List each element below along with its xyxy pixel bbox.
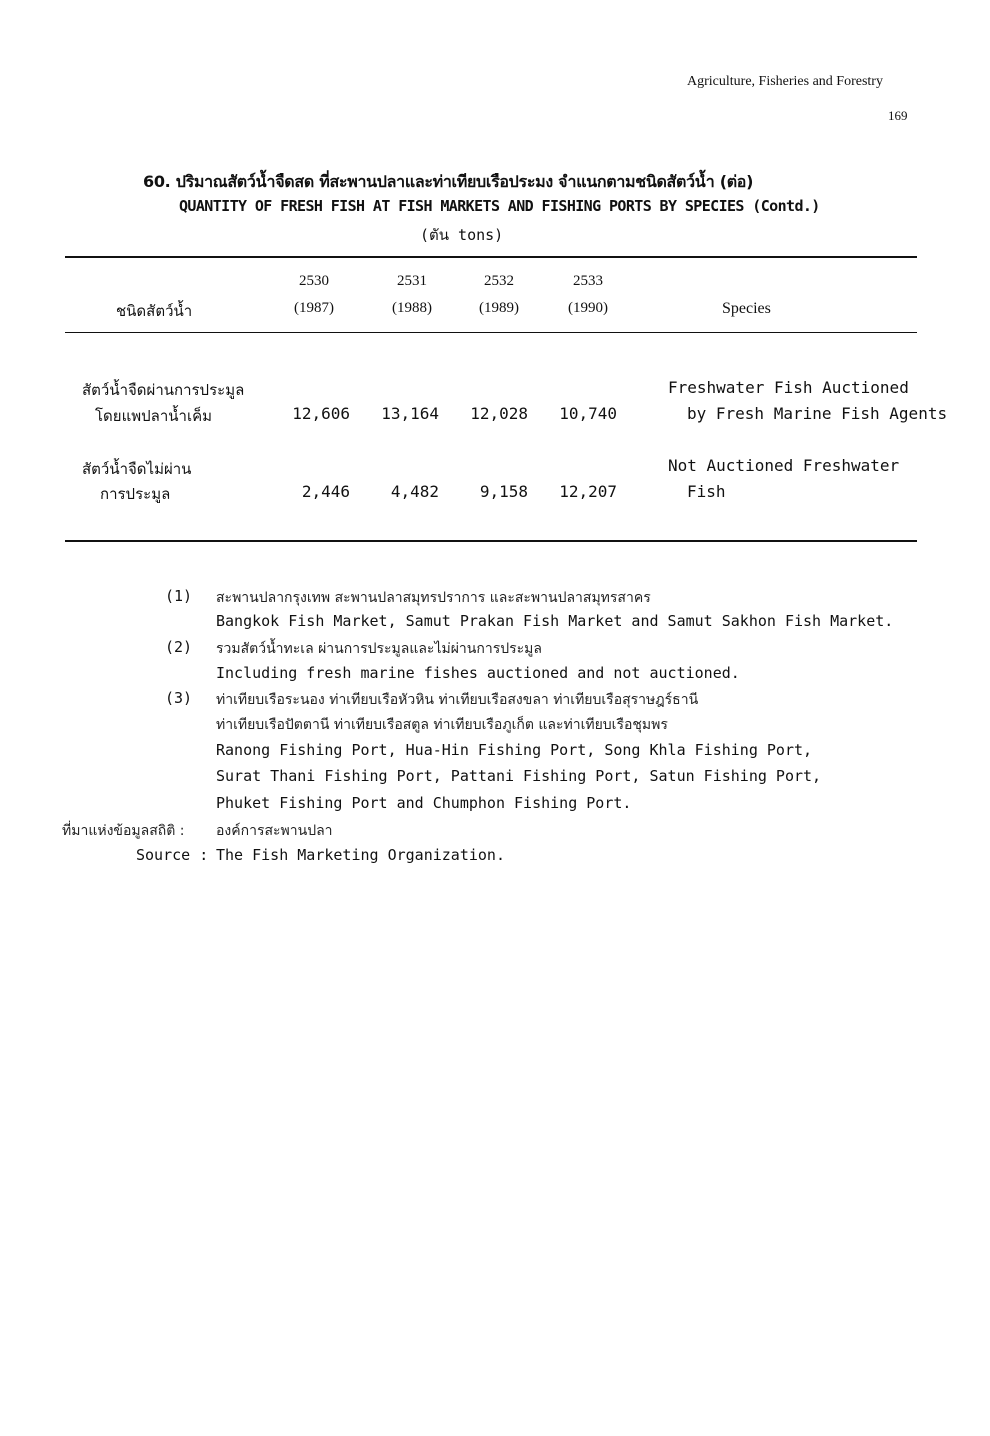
table-bottom-rule (65, 540, 917, 542)
year-ad-1990: (1990) (568, 300, 608, 316)
year-be-2530: 2530 (299, 273, 329, 289)
row-1-english-line-2: by Fresh Marine Fish Agents (687, 404, 948, 423)
running-header: Agriculture, Fisheries and Forestry (687, 74, 883, 89)
year-ad-1987: (1987) (294, 300, 334, 316)
note-3-number: (3) (165, 689, 193, 707)
row-2-english-line-2: Fish (687, 482, 726, 501)
source-thai-label: ที่มาแห่งข้อมูลสถิติ : (62, 823, 185, 839)
note-3-thai-line-2: ท่าเทียบเรือปัตตานี ท่าเทียบเรือสตูล ท่าเทียบเรือภูเก็ต และท่าเทียบเรือชุมพร (216, 717, 668, 733)
row-2-value-1990: 12,207 (559, 482, 617, 501)
note-1-thai: สะพานปลากรุงเทพ สะพานปลาสมุทรปราการ และสะพานปลาสมุทรสาคร (216, 590, 651, 606)
row-1-value-1988: 13,164 (381, 404, 439, 423)
column-header-species-thai: ชนิดสัตว์น้ำ (116, 302, 193, 320)
row-1-english-line-1: Freshwater Fish Auctioned (668, 378, 909, 397)
row-1-thai-line-2: โดยแพปลาน้ำเค็ม (95, 407, 213, 425)
year-be-2533: 2533 (573, 273, 603, 289)
row-1-value-1990: 10,740 (559, 404, 617, 423)
note-1-number: (1) (165, 587, 193, 605)
table-title-thai: 60. ปริมาณสัตว์น้ำจืดสด ที่สะพานปลาและท่าเทียบเรือประมง จำแนกตามชนิดสัตว์น้ำ (ต่อ) (143, 172, 754, 191)
row-2-thai-line-1: สัตว์น้ำจืดไม่ผ่าน (82, 460, 192, 478)
note-3-thai-line-1: ท่าเทียบเรือระนอง ท่าเทียบเรือหัวหิน ท่าเทียบเรือสงขลา ท่าเทียบเรือสุราษฎร์ธานี (216, 692, 699, 708)
source-english-value: The Fish Marketing Organization. (216, 846, 505, 864)
row-2-english-line-1: Not Auctioned Freshwater (668, 456, 900, 475)
note-3-english-line-2: Surat Thani Fishing Port, Pattani Fishing Port, Satun Fishing Port, (216, 767, 822, 785)
row-1-value-1987: 12,606 (292, 404, 350, 423)
row-2-thai-line-2: การประมูล (100, 485, 171, 503)
note-2-thai: รวมสัตว์น้ำทะเล ผ่านการประมูลและไม่ผ่านการประมูล (216, 641, 542, 657)
row-2-value-1988: 4,482 (390, 482, 439, 501)
table-header-rule (65, 332, 917, 333)
table-top-rule (65, 256, 917, 258)
note-3-english-line-3: Phuket Fishing Port and Chumphon Fishing Port. (216, 794, 632, 812)
unit-label: (ตัน tons) (420, 226, 504, 244)
year-be-2532: 2532 (484, 273, 514, 289)
table-title-english: QUANTITY OF FRESH FISH AT FISH MARKETS AND FISHING PORTS BY SPECIES (Contd.) (179, 197, 820, 215)
year-be-2531: 2531 (397, 273, 427, 289)
year-ad-1988: (1988) (392, 300, 432, 316)
row-1-value-1989: 12,028 (470, 404, 528, 423)
source-thai-value: องค์การสะพานปลา (216, 823, 333, 839)
row-1-thai-line-1: สัตว์น้ำจืดผ่านการประมูล (82, 381, 245, 399)
column-header-species-english: Species (722, 300, 771, 317)
note-2-english: Including fresh marine fishes auctioned and not auctioned. (216, 664, 740, 682)
row-2-value-1987: 2,446 (301, 482, 350, 501)
year-ad-1989: (1989) (479, 300, 519, 316)
note-2-number: (2) (165, 638, 193, 656)
note-1-english: Bangkok Fish Market, Samut Prakan Fish Market and Samut Sakhon Fish Market. (216, 612, 894, 630)
source-english-label: Source : (136, 846, 209, 864)
row-2-value-1989: 9,158 (479, 482, 528, 501)
note-3-english-line-1: Ranong Fishing Port, Hua-Hin Fishing Port, Song Khla Fishing Port, (216, 741, 813, 759)
page-number: 169 (888, 108, 908, 123)
